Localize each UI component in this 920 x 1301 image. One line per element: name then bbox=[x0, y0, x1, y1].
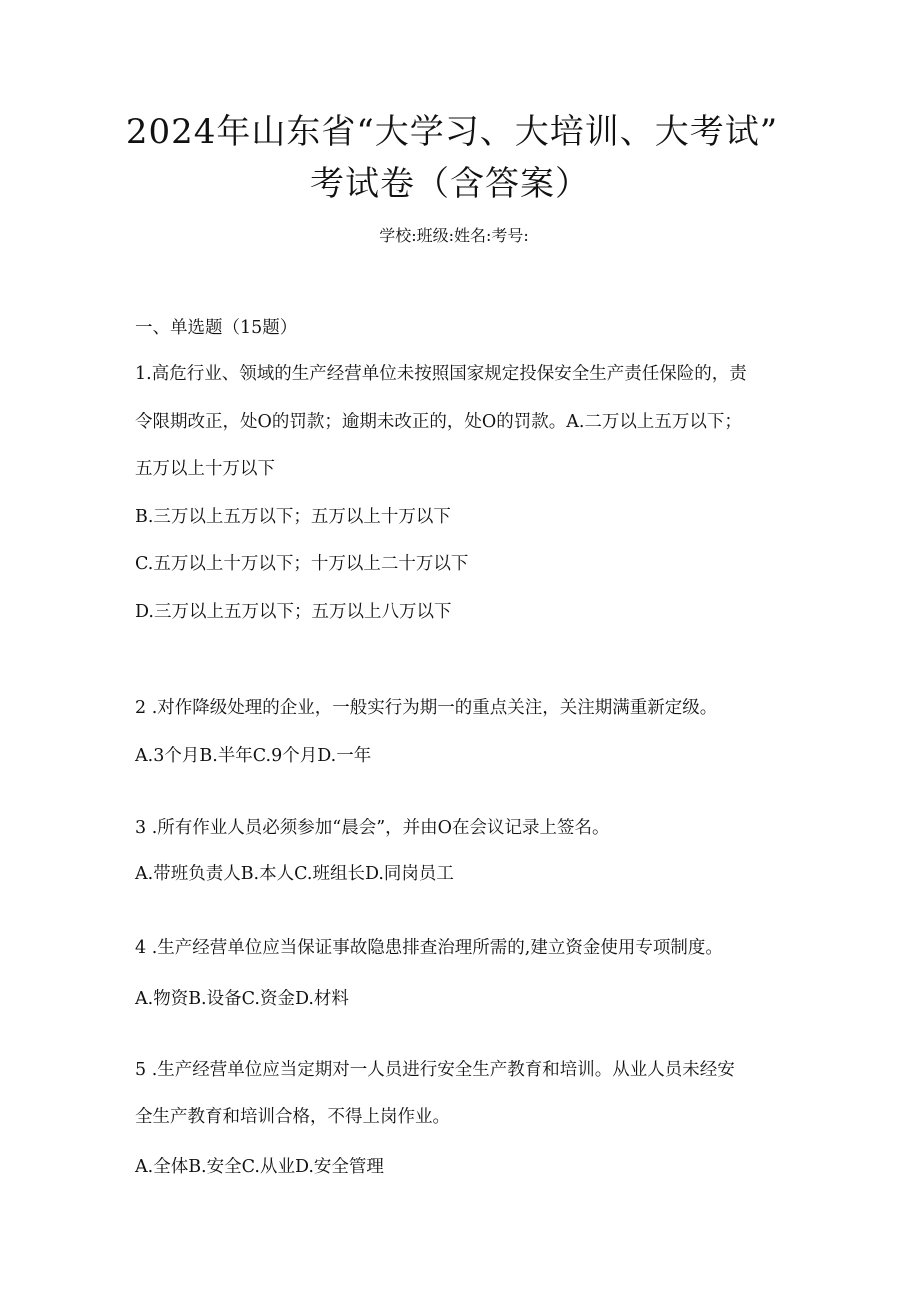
student-info-line: 学校:班级:姓名:考号: bbox=[379, 226, 529, 245]
question-3-text: 3 .所有作业人员必须参加“晨会”，并由O在会议记录上签名。 bbox=[135, 818, 610, 838]
section-heading: 一、单选题（15题） bbox=[135, 318, 298, 338]
question-5-text-line-1: 5 .生产经营单位应当定期对一人员进行安全生产教育和培训。从业人员未经安 bbox=[135, 1060, 735, 1080]
question-1-text-line-1: 1.高危行业、领域的生产经营单位未按照国家规定投保安全生产责任保险的，责 bbox=[135, 364, 747, 384]
question-1-option-d: D.三万以上五万以下；五万以上八万以下 bbox=[135, 602, 452, 622]
question-4-options: A.物资B.设备C.资金D.材料 bbox=[135, 989, 349, 1009]
question-1-option-c: C.五万以上十万以下；十万以上二十万以下 bbox=[135, 554, 469, 574]
question-4-text: 4 .生产经营单位应当保证事故隐患排查治理所需的,建立资金使用专项制度。 bbox=[135, 938, 723, 958]
question-3-options: A.带班负责人B.本人C.班组长D.同岗员工 bbox=[135, 864, 454, 884]
question-1-text-line-2: 令限期改正，处O的罚款；逾期未改正的，处O的罚款。A.二万以上五万以下； bbox=[135, 412, 742, 432]
question-5-options: A.全体B.安全C.从业D.安全管理 bbox=[135, 1157, 384, 1177]
document-title-line-1: 2024年山东省“大学习、大培训、大考试” bbox=[125, 112, 779, 152]
document-title-line-2: 考试卷（含答案） bbox=[310, 164, 590, 204]
question-2-text: 2 .对作降级处理的企业，一般实行为期一的重点关注，关注期满重新定级。 bbox=[135, 698, 718, 718]
question-1-text-line-3: 五万以上十万以下 bbox=[135, 459, 275, 479]
question-2-options: A.3个月B.半年C.9个月D.一年 bbox=[135, 746, 372, 766]
question-1-option-b: B.三万以上五万以下；五万以上十万以下 bbox=[135, 507, 451, 527]
question-5-text-line-2: 全生产教育和培训合格，不得上岗作业。 bbox=[135, 1107, 450, 1127]
